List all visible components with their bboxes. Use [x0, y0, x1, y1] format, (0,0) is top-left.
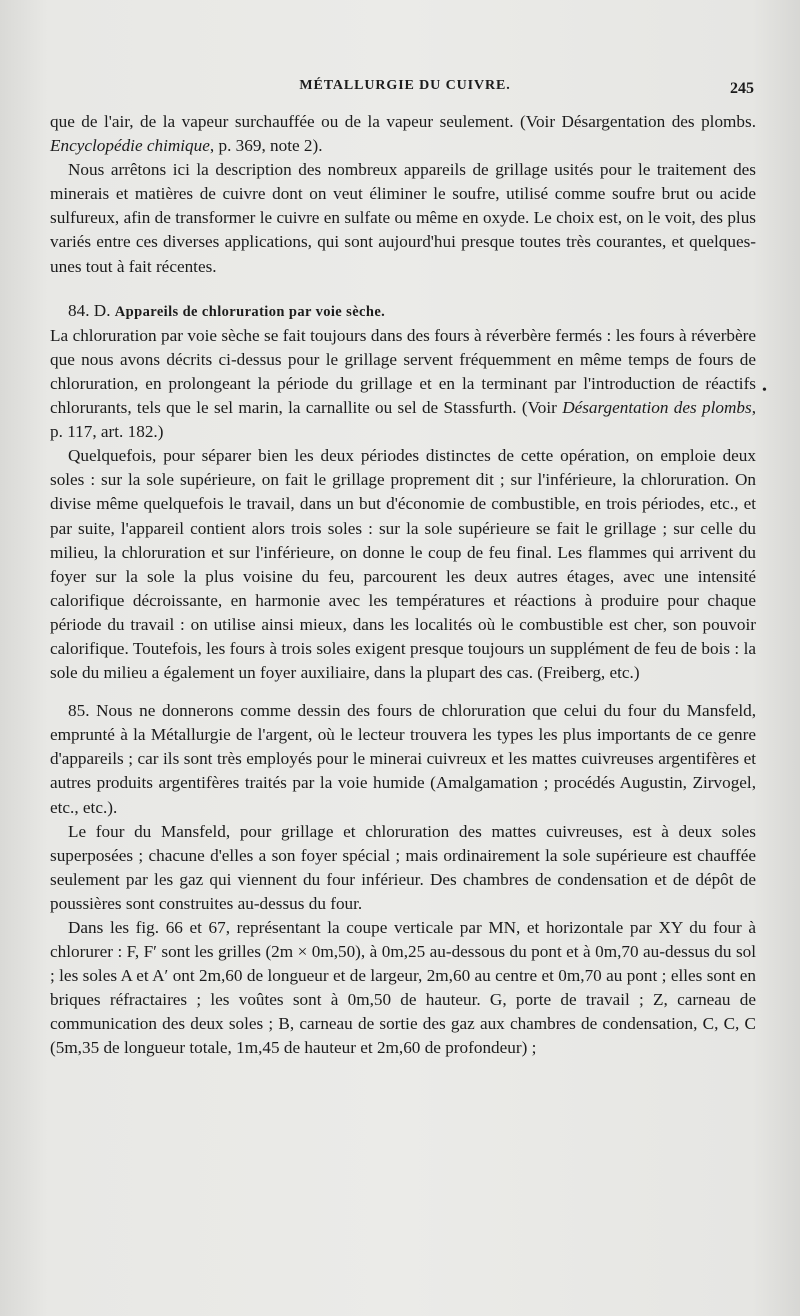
paragraph-1-reference: Encyclopédie chimique [50, 136, 210, 156]
paragraph-1-text-b: , p. 369, note 2). [209, 136, 323, 156]
paragraph-4-text-a: La chloruration par voie sèche se fait toujours dans des fours à réverbère fermés : les fours à réverbère que nous avons décrits ci-dessus pour le grillage servent fréquemment en même temps de fours de chloruration, en prolongeant la période du grillage et en la terminant par l'introduction de réactifs chlorurants, tels que le sel marin, la carnallite ou sel de Stassfurth. (Voir [50, 325, 756, 418]
section-84-heading [50, 299, 756, 324]
running-title: MÉTALLURGIE DU CUIVRE. [299, 78, 511, 93]
paragraph-4-text-b: , p. 117, art. 182.) [50, 398, 756, 442]
page-header [50, 78, 760, 100]
paragraph-1-text-a: que de l'air, de la vapeur surchauffée ou de la vapeur seulement. (Voir Désargentation des plombs. [50, 112, 756, 131]
paragraph-4-reference: Désargentation des plombs [562, 398, 752, 418]
paragraph-8: Dans les fig. 66 et 67, représentant la coupe verticale par MN, et horizontale par XY du four à chlorurer : F, F′ sont les grilles (2m × 0m,50), à 0m,25 au-dessous du pont et à 0m,70 au-dessus du sol ; les soles A et A′ ont 2m,60 de longueur et de largeur, 2m,60 au centre et 0m,70 au pont ; elles sont en briques réfractaires ; les voûtes sont à 0m,50 de hauteur. G, porte de travail ; Z, carneau de communication des deux soles ; B, carneau de sortie des gaz aux chambres de condensation, C, C, C (5m,35 de longueur totale, 1m,45 de hauteur et 2m,60 de profondeur) ; [50, 918, 756, 1058]
section-84-number: 84. D. [68, 300, 115, 320]
body-text [50, 110, 756, 1061]
paragraph-5: Quelquefois, pour séparer bien les deux périodes distinctes de cette opération, on emploie deux soles : sur la sole supérieure, on fait le grillage proprement dit ; sur l'inférieure, la chloruration. On divise même quelquefois le travail, dans un but d'économie de combustible, en trois périodes, etc., et par suite, l'appareil contient alors trois soles : sur la sole supérieure se fait le grillage ; sur celle du milieu, la chloruration et sur l'inférieure, on donne le coup de feu final. Les flammes qui arrivent du foyer sur la sole la plus voisine du feu, parcourent les deux autres étages, avec une intensité calorifique décroissante, en harmonie avec les températures et réactions à produire pour chaque période du travail : on utilise ainsi mieux, dans les localités où le combustible est cher, son pouvoir calorifique. Toutefois, les fours à trois soles exigent presque toujours un supplément de feu de bois : la sole du milieu a également un foyer auxiliaire, dans la plupart des cas. (Freiberg, etc.) [50, 446, 756, 683]
paragraph-2: Nous arrêtons ici la description des nombreux appareils de grillage usités pour le traitement des minerais et matières de cuivre dont on veut éliminer le soufre, utilisé comme soufre brut ou acide sulfureux, afin de transformer le cuivre en sulfate ou même en oxyde. Le choix est, on le voit, des plus variés entre ces diverses applications, qui sont aujourd'hui presque toutes très courantes, et quelques-unes tout à fait récentes. [50, 160, 756, 276]
paragraph-4 [50, 324, 756, 444]
section-84-title: Appareils de chloruration par voie sèche. [114, 303, 386, 320]
paragraph-6: 85. Nous ne donnerons comme dessin des fours de chloruration que celui du four du Mansfeld, emprunté à la Métallurgie de l'argent, où le lecteur trouvera les types les plus importants de ce genre d'appareils ; car ils sont très employés pour le minerai cuivreux et les mattes cuivreuses argentifères et autres produits argentifères traités par la voie humide (Amalgamation ; procédés Augustin, Zirvogel, etc., etc.). [50, 701, 756, 817]
page-number: 245 [730, 80, 754, 97]
paragraph-1 [50, 110, 756, 158]
paragraph-7: Le four du Mansfeld, pour grillage et chloruration des mattes cuivreuses, est à deux soles superposées ; chacune d'elles a son foyer spécial ; mais ordinairement la sole supérieure est chauffée seulement par les gaz qui viennent du four inférieur. Des chambres de condensation et de dépôt de poussières sont construites au-dessus du four. [50, 821, 756, 913]
margin-mark: • [762, 383, 767, 398]
